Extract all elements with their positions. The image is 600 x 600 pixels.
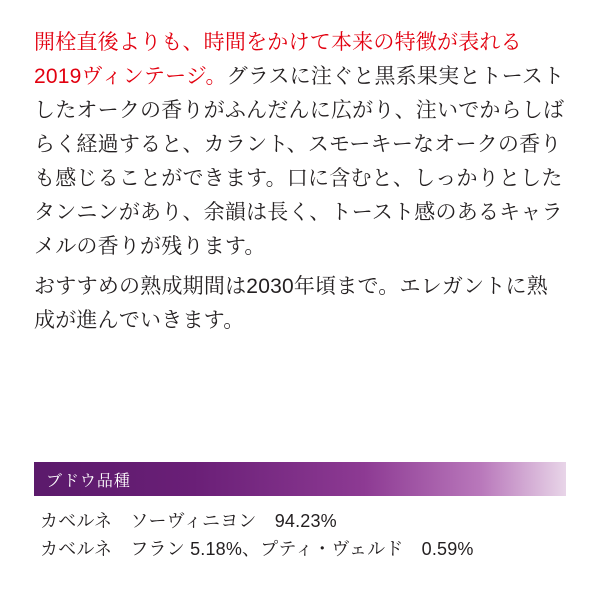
tasting-note-closing: おすすめの熟成期間は2030年頃まで。エレガントに熟成が進んでいきます。 (34, 275, 548, 333)
grape-variety-header-title: ブドウ品種 (46, 472, 131, 490)
tasting-note-highlight: 開栓直後よりも、時間をかけて本来の特徴が表れる2019ヴィンテージ。 (34, 31, 522, 89)
tasting-note-paragraph (34, 26, 566, 264)
grape-variety-header (34, 462, 566, 496)
grape-variety-section (34, 462, 566, 564)
list-item: カベルネ フラン 5.18%、プティ・ヴェルド 0.59% (40, 538, 474, 559)
tasting-note-body: グラスに注ぐと黒系果実とトーストしたオークの香りがふんだんに広がり、注いでからしばらく経過すると、カラント、スモーキーなオークの香りも感じることができます。口に含むと、しっかりとしたタンニンがあり、余韻は長く、トースト感のあるキャラメルの香りが残ります。 (34, 65, 565, 259)
grape-variety-body (34, 496, 566, 564)
list-item: カベルネ ソーヴィニヨン 94.23% (40, 511, 337, 531)
